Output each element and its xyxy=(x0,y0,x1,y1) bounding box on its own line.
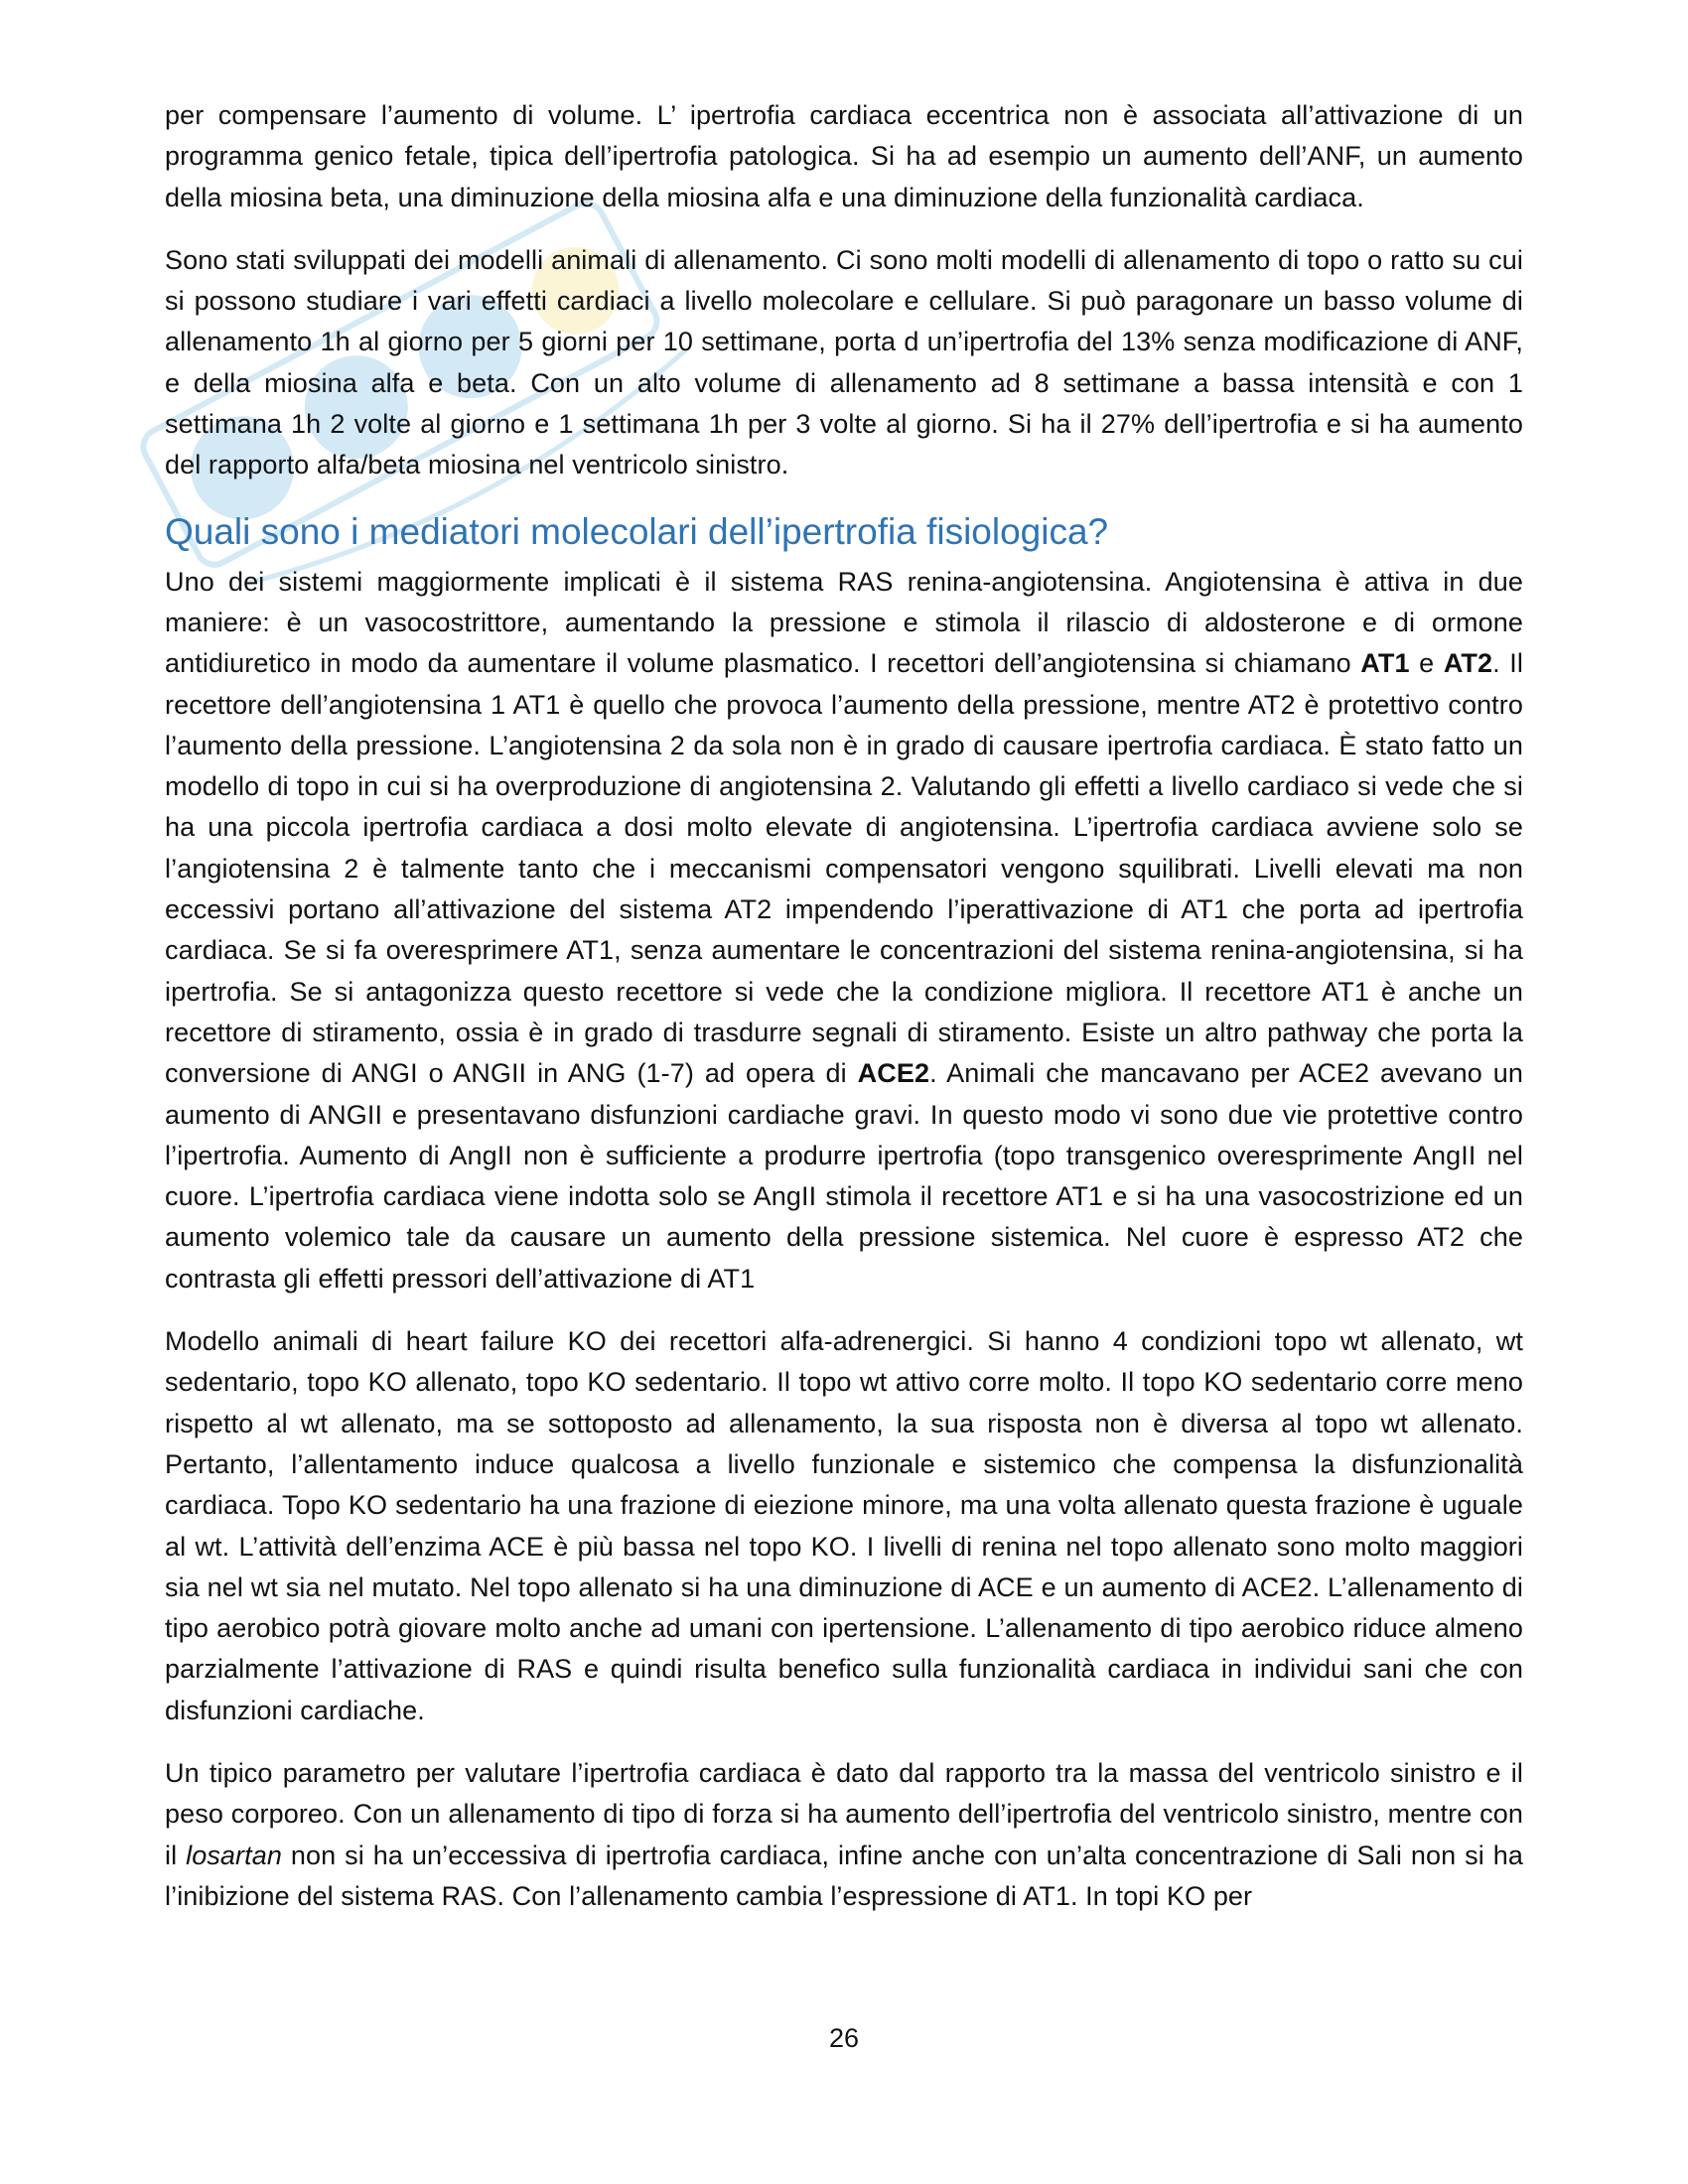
paragraph-ras-system xyxy=(165,562,1523,1299)
paragraph-hypertrophy-parameter xyxy=(165,1753,1523,1917)
section-heading: Quali sono i mediatori molecolari dell’ipertrofia fisiologica? xyxy=(165,510,1109,552)
text-run: . Il recettore dell’angiotensina 1 AT1 è quello che provoca l’aumento della pressione, mentre AT2 è protettivo contro l’aumento della pressione. L’angiotensina 2 da sola non è in grado di causare ipertrofia cardiaca. È stato fatto un modello di topo in cui si ha overproduzione di angiotensina 2. Valutando gli effetti a livello cardiaco si vede che si ha una piccola ipertrofia cardiaca a dosi molto elevate di angiotensina. L’ipertrofia cardiaca avviene solo se l’angiotensina 2 è talmente tanto che i meccanismi compensatori vengono squilibrati. Livelli elevati ma non eccessivi portano all’attivazione del sistema AT2 impendendo l’iperattivazione di AT1 che porta ad ipertrofia cardiaca. Se si fa overesprimere AT1, senza aumentare le concentrazioni del sistema renina-angiotensina, si ha ipertrofia. Se si antagonizza questo recettore si vede che la condizione migliora. Il recettore AT1 è anche un recettore di stiramento, ossia è in grado di trasdurre segnali di stiramento. Esiste un altro pathway che porta la conversione di ANGI o ANGII in ANG (1-7) ad opera di xyxy=(165,648,1523,1089)
text-run: . Animali che mancavano per ACE2 avevano un aumento di ANGII e presentavano disfunzioni cardiache gravi. In questo modo vi sono due vie protettive contro l’ipertrofia. Aumento di AngII non è sufficiente a produrre ipertrofia (topo transgenico overesprimente AngII nel cuore. L’ipertrofia cardiaca viene indotta solo se AngII stimola il recettore AT1 e si ha una vasocostrizione ed un aumento volemico tale da causare un aumento della pressione sistemica. Nel cuore è espresso AT2 che contrasta gli effetti pressori dell’attivazione di AT1 xyxy=(165,1058,1523,1294)
bold-term-at2: AT2 xyxy=(1443,648,1493,679)
bold-term-at1: AT1 xyxy=(1360,648,1410,679)
text-run: e xyxy=(1409,648,1444,679)
paragraph-training-models: Sono stati sviluppati dei modelli animali di allenamento. Ci sono molti modelli di allenamento di topo o ratto su cui si possono studiare i vari effetti cardiaci a livello molecolare e cellulare. Si può paragonare un basso volume di allenamento 1h al giorno per 5 giorni per 10 settimane, porta d un’ipertrofia del 13% senza modificazione di ANF, e della miosina alfa e beta. Con un alto volume di allenamento ad 8 settimane a bassa intensità e con 1 settimana 1h 2 volte al giorno e 1 settimana 1h per 3 volte al giorno. Si ha il 27% dell’ipertrofia e si ha aumento del rapporto alfa/beta miosina nel ventricolo sinistro. xyxy=(165,244,1523,480)
text-run: non si ha un’eccessiva di ipertrofia cardiaca, infine anche con un’alta concentrazione di Sali non si ha l’inibizione del sistema RAS. Con l’allenamento cambia l’espressione di AT1. In topi KO per xyxy=(165,1840,1523,1911)
text-run: Uno dei sistemi maggiormente implicati è il sistema RAS renina-angiotensina. Angiotensina è attiva in due maniere: è un vasocostrittore, aumentando la pressione e stimola il rilascio di aldosterone e di ormone antidiuretico in modo da aumentare il volume plasmatico. I recettori dell’angiotensina si chiamano xyxy=(165,566,1523,679)
paragraph-heart-failure-model: Modello animali di heart failure KO dei recettori alfa-adrenergici. Si hanno 4 condizioni topo wt allenato, wt sedentario, topo KO allenato, topo KO sedentario. Il topo wt attivo corre molto. Il topo KO sedentario corre meno rispetto al wt allenato, ma se sottoposto ad allenamento, la sua risposta non è diversa al topo wt allenato. Pertanto, l’allentamento induce qualcosa a livello funzionale e sistemico che compensa la disfunzionalità cardiaca. Topo KO sedentario ha una frazione di eiezione minore, ma una volta allenato questa frazione è uguale al wt. L’attività dell’enzima ACE è più bassa nel topo KO. I livelli di renina nel topo allenato sono molto maggiori sia nel wt sia nel mutato. Nel topo allenato si ha una diminuzione di ACE e un aumento di ACE2. L’allenamento di tipo aerobico potrà giovare molto anche ad umani con ipertensione. L’allenamento di tipo aerobico riduce almeno parzialmente l’attivazione di RAS e quindi risulta benefico sulla funzionalità cardiaca in individui sani che con disfunzioni cardiache. xyxy=(165,1326,1523,1725)
italic-term-losartan: losartan xyxy=(186,1840,282,1870)
document-page xyxy=(165,95,1523,1939)
bold-term-ace2: ACE2 xyxy=(857,1058,930,1089)
page-number: 26 xyxy=(828,2023,860,2053)
text-run: Un tipico parametro per valutare l’ipertrofia cardiaca è dato dal rapporto tra la massa del ventricolo sinistro e il peso corporeo. Con un allenamento di tipo di forza si ha aumento dell’ipertrofia del ventricolo sinistro, mentre con il xyxy=(165,1757,1523,1870)
paragraph-eccentric-hypertrophy: per compensare l’aumento di volume. L’ ipertrofia cardiaca eccentrica non è associata all’attivazione di un programma genico fetale, tipica dell’ipertrofia patologica. Si ha ad esempio un aumento dell’ANF, un aumento della miosina beta, una diminuzione della miosina alfa e una diminuzione della funzionalità cardiaca. xyxy=(165,100,1523,212)
